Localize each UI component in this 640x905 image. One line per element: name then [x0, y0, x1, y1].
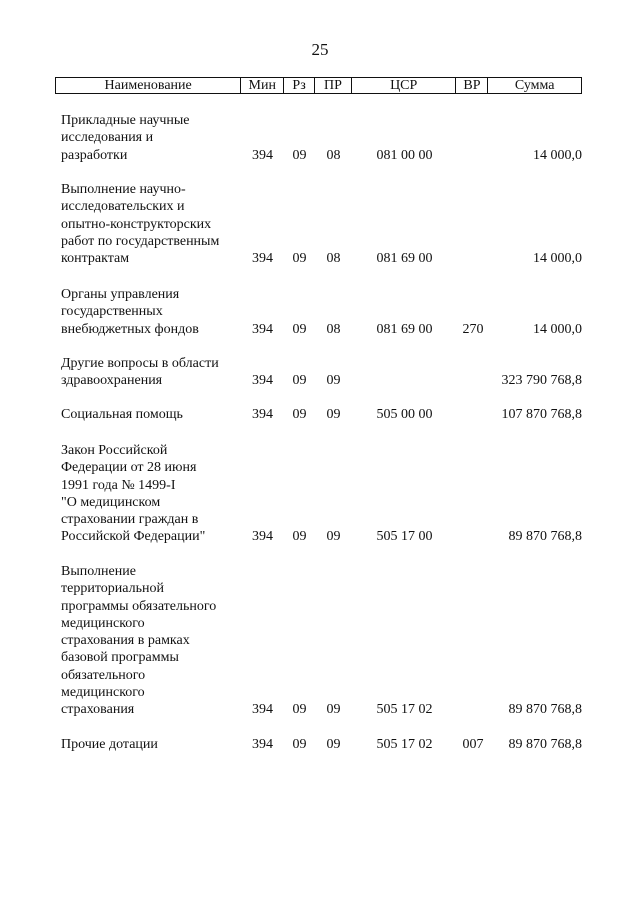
row-vr: 270	[462, 321, 484, 337]
table-row	[55, 736, 582, 753]
row-min: 394	[252, 737, 273, 752]
row-name-line: государственных	[61, 304, 163, 320]
table-row	[55, 355, 582, 390]
table-row	[55, 181, 582, 267]
row-csr: 081 69 00	[376, 251, 433, 267]
header-min: Мин	[241, 78, 284, 93]
row-rz: 09	[292, 251, 307, 267]
row-name-line: разработки	[61, 147, 128, 163]
row-csr: 505 17 02	[376, 737, 433, 752]
row-sum: 323 790 768,8	[501, 373, 582, 389]
row-name-line: внебюджетных фондов	[61, 321, 199, 337]
row-name-line: медицинского	[61, 685, 145, 701]
header-pr: ПР	[315, 78, 352, 93]
row-rz: 09	[292, 702, 307, 718]
row-rz: 09	[292, 737, 307, 752]
row-sum: 89 870 768,8	[508, 737, 582, 752]
table-row	[55, 563, 582, 719]
row-vr: 007	[462, 737, 484, 752]
row-name-line: Прикладные научные	[61, 113, 190, 128]
row-name-line: Российской Федерации"	[61, 529, 206, 545]
row-name-line: исследовательских и	[61, 199, 185, 215]
header-vr: ВР	[456, 78, 488, 93]
row-rz: 09	[292, 407, 307, 422]
row-csr: 081 69 00	[376, 321, 433, 337]
header-rz: Рз	[284, 78, 315, 93]
row-sum: 14 000,0	[533, 251, 582, 267]
table-row	[55, 286, 582, 338]
row-name	[55, 181, 241, 267]
row-name-line: контрактам	[61, 251, 130, 267]
row-name-line: Федерации от 28 июня	[61, 460, 197, 476]
row-pr: 08	[326, 321, 341, 337]
row-name-line: Выполнение	[61, 564, 136, 579]
table-row	[55, 406, 582, 423]
row-min: 394	[252, 529, 273, 545]
row-name-line: Другие вопросы в области	[61, 356, 219, 371]
row-name	[55, 442, 241, 546]
row-name	[55, 112, 241, 164]
row-name-line: страховании граждан в	[61, 512, 199, 528]
row-name-line: опытно-конструкторских	[61, 216, 212, 232]
row-name-line: Прочие дотации	[61, 737, 158, 752]
row-min: 394	[252, 251, 273, 267]
row-name-line: страхования	[61, 702, 135, 718]
row-name-line: Социальная помощь	[61, 407, 183, 422]
table-row	[55, 442, 582, 546]
row-name-line: территориальной	[61, 581, 164, 597]
row-name-line: программы обязательного	[61, 598, 217, 614]
row-min: 394	[252, 321, 273, 337]
row-name-line: 1991 года № 1499-I	[61, 477, 176, 493]
header-name: Наименование	[56, 78, 241, 93]
row-name-line: "О медицинском	[61, 494, 161, 510]
row-csr: 505 17 00	[376, 529, 433, 545]
row-rz: 09	[292, 147, 307, 163]
row-pr: 09	[326, 702, 341, 718]
row-name-line: Выполнение научно-	[61, 182, 186, 197]
row-csr: 081 00 00	[376, 147, 433, 163]
row-name	[55, 406, 241, 423]
row-sum: 107 870 768,8	[501, 407, 582, 422]
row-name-line: исследования и	[61, 130, 154, 146]
row-min: 394	[252, 702, 273, 718]
header-csr: ЦСР	[352, 78, 457, 93]
row-csr: 505 00 00	[376, 407, 433, 422]
header-sum: Сумма	[514, 78, 555, 93]
row-name	[55, 563, 241, 719]
row-sum: 14 000,0	[533, 321, 582, 337]
row-pr: 09	[326, 737, 341, 752]
table-row	[55, 112, 582, 164]
row-name-line: работ по государственным	[61, 233, 220, 249]
row-name-line: здравоохранения	[61, 373, 163, 389]
row-rz: 09	[292, 529, 307, 545]
row-pr: 09	[326, 529, 341, 545]
row-min: 394	[252, 373, 273, 389]
row-min: 394	[252, 147, 273, 163]
row-name	[55, 736, 241, 753]
row-sum: 89 870 768,8	[508, 702, 582, 718]
row-name	[55, 286, 241, 338]
row-pr: 09	[326, 373, 341, 389]
row-min: 394	[252, 407, 273, 422]
row-csr: 505 17 02	[376, 702, 433, 718]
row-name-line: обязательного	[61, 667, 146, 683]
row-rz: 09	[292, 321, 307, 337]
row-pr: 08	[326, 251, 341, 267]
row-name-line: Закон Российской	[61, 443, 168, 458]
page-number: 25	[311, 40, 329, 59]
row-name	[55, 355, 241, 390]
row-name-line: Органы управления	[61, 287, 180, 302]
row-name-line: базовой программы	[61, 650, 179, 666]
row-pr: 09	[326, 407, 341, 422]
row-sum: 89 870 768,8	[508, 529, 582, 545]
row-pr: 08	[326, 147, 341, 163]
row-rz: 09	[292, 373, 307, 389]
row-name-line: страхования в рамках	[61, 633, 190, 649]
row-name-line: медицинского	[61, 615, 145, 631]
table-header	[55, 77, 582, 94]
row-sum: 14 000,0	[533, 147, 582, 163]
